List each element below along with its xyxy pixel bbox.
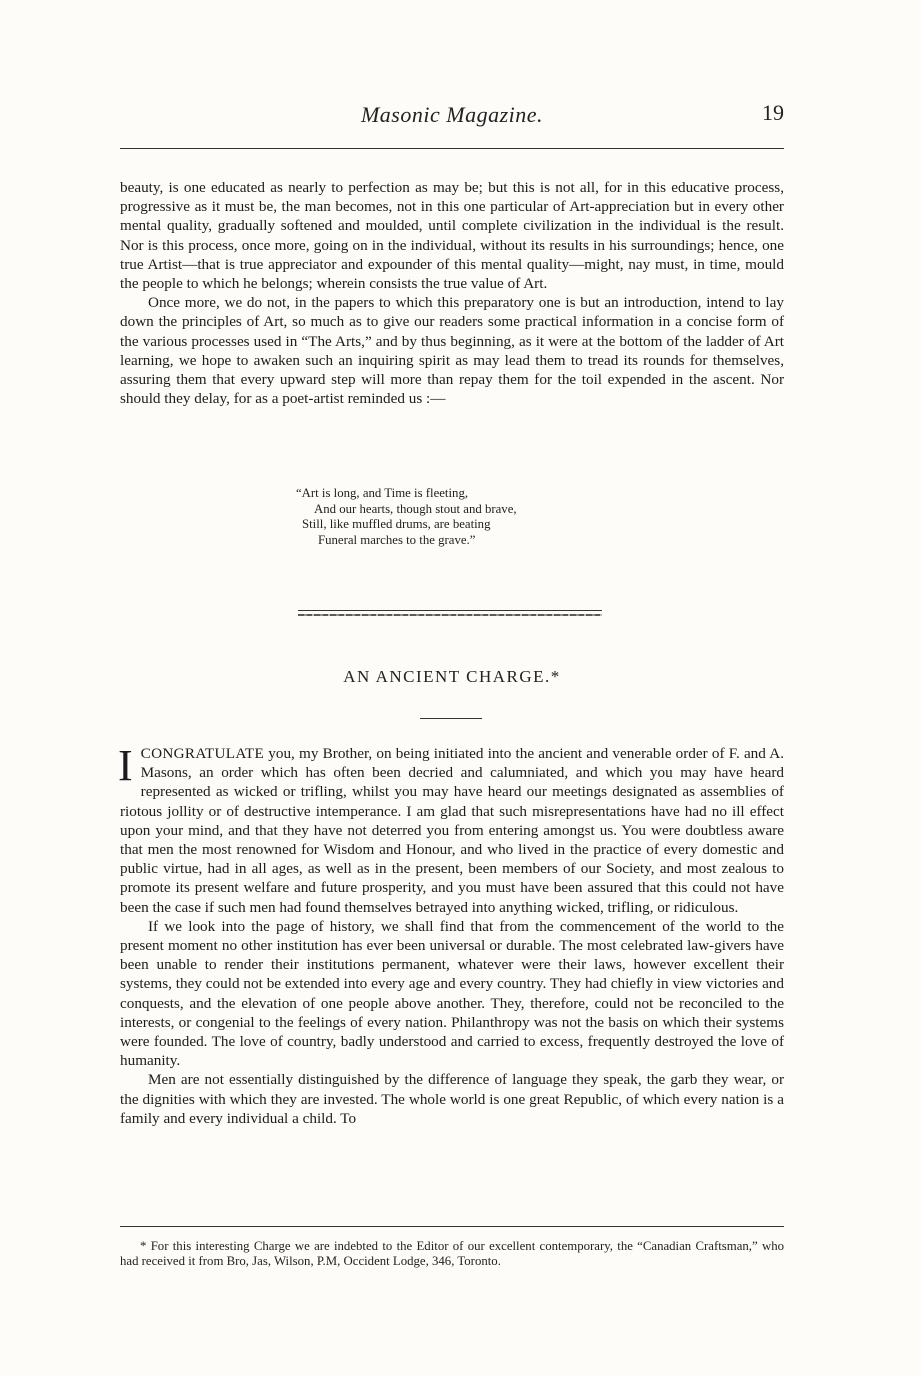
- article-title: AN ANCIENT CHARGE.*: [343, 667, 561, 686]
- footnote-rule: [120, 1226, 784, 1227]
- lead-word: CONGRATULATE: [140, 745, 265, 762]
- footnote: * For this interesting Charge we are indebted to the Editor of our excellent contemporary, the “Canadian Craftsman,” who had received it from Bro, Jas, Wilson, P.M, Occident Lodge, 346, Toronto.: [120, 1239, 784, 1268]
- page-header: [120, 96, 784, 136]
- article-paragraph-2: If we look into the page of history, we shall find that from the commencement of the world to the present moment no other institution has ever been universal or durable. The most celebrated law-givers have been unable to render their institutions permanent, whatever were their laws, however excellent their systems, they could not be extended into every age and every country. They had chiefly in view victories and conquests, and the elevation of one people above another. They, therefore, could not be reconciled to the interests, or congenial to the feelings of every nation. Philanthropy was not the basis on which their systems were founded. The love of country, badly understood and carried to excess, frequently destroyed the love of humanity.: [120, 917, 784, 1070]
- intro-paragraph-1: beauty, is one educated as nearly to perfection as may be; but this is not all, for in this educative process, progressive as it must be, the man becomes, not in this one particular of Art-appreciation but in every other mental quality, gradually softened and moulded, until complete civilization in the individual is the result. Nor is this process, once more, going on in the individual, without its results in his surroundings; hence, one true Artist—that is true appreciator and expounder of this mental quality—might, nay must, in time, mould the people to which he belongs; wherein consists the true value of Art.: [120, 179, 784, 293]
- article-paragraph-3: Men are not essentially distinguished by the difference of language they speak, the garb they wear, or the dignities with which they are invested. The whole world is one great Republic, of which every nation is a family and every individual a child. To: [120, 1071, 784, 1127]
- poem-line: Funeral marches to the grave.”: [318, 532, 476, 547]
- article-paragraph-1: [118, 741, 784, 917]
- title-rule: [420, 718, 482, 719]
- section-divider-ornament: [298, 614, 602, 616]
- section-divider: [298, 610, 602, 611]
- drop-cap: I: [118, 741, 133, 790]
- poem-line: “Art is long, and Time is fleeting,: [296, 486, 469, 500]
- poem-quote: [296, 486, 626, 548]
- running-title: Masonic Magazine.: [360, 102, 544, 127]
- header-rule: [120, 148, 784, 149]
- article-body: [118, 741, 784, 1128]
- poem-line: And our hearts, though stout and brave,: [314, 501, 517, 516]
- intro-paragraph-2: Once more, we do not, in the papers to which this preparatory one is but an introduction, intend to lay down the principles of Art, so much as to give our readers some practical information in a concise form of the various processes used in “The Arts,” and by thus beginning, as it were at the bottom of the ladder of Art learning, we hope to awaken such an inquiring spirit as may lead them to tread its rounds for themselves, assuring them that every upward step will more than repay them for the toil expended in the ascent. Nor should they delay, for as a poet-artist reminded us :—: [120, 294, 784, 408]
- poem-line: Still, like muffled drums, are beating: [302, 517, 491, 531]
- article-paragraph-1-text: you, my Brother, on being initiated into the ancient and venerable order of F. and A. Masons, an order which has often been decried and calumniated, and which you may have heard represented as wicked or trifling, whilst you may have heard our meetings designated as assemblies of riotous jollity or of destructive intemperance. I am glad that such misrepresentations have had no ill effect upon your mind, and that they have not deterred you from entering amongst us. You were doubtless aware that men the most renowned for Wisdom and Honour, and who lived in the practice of every domestic and public virtue, had in all ages, as well as in the present, been members of our Society, and most zealous to promote its present welfare and future prosperity, and you must have been assured that this could not have been the case if such men had found themselves betrayed into anything wicked, trifling, or ridiculous.: [120, 745, 784, 916]
- page-number: 19: [762, 100, 784, 125]
- intro-section: [120, 178, 784, 408]
